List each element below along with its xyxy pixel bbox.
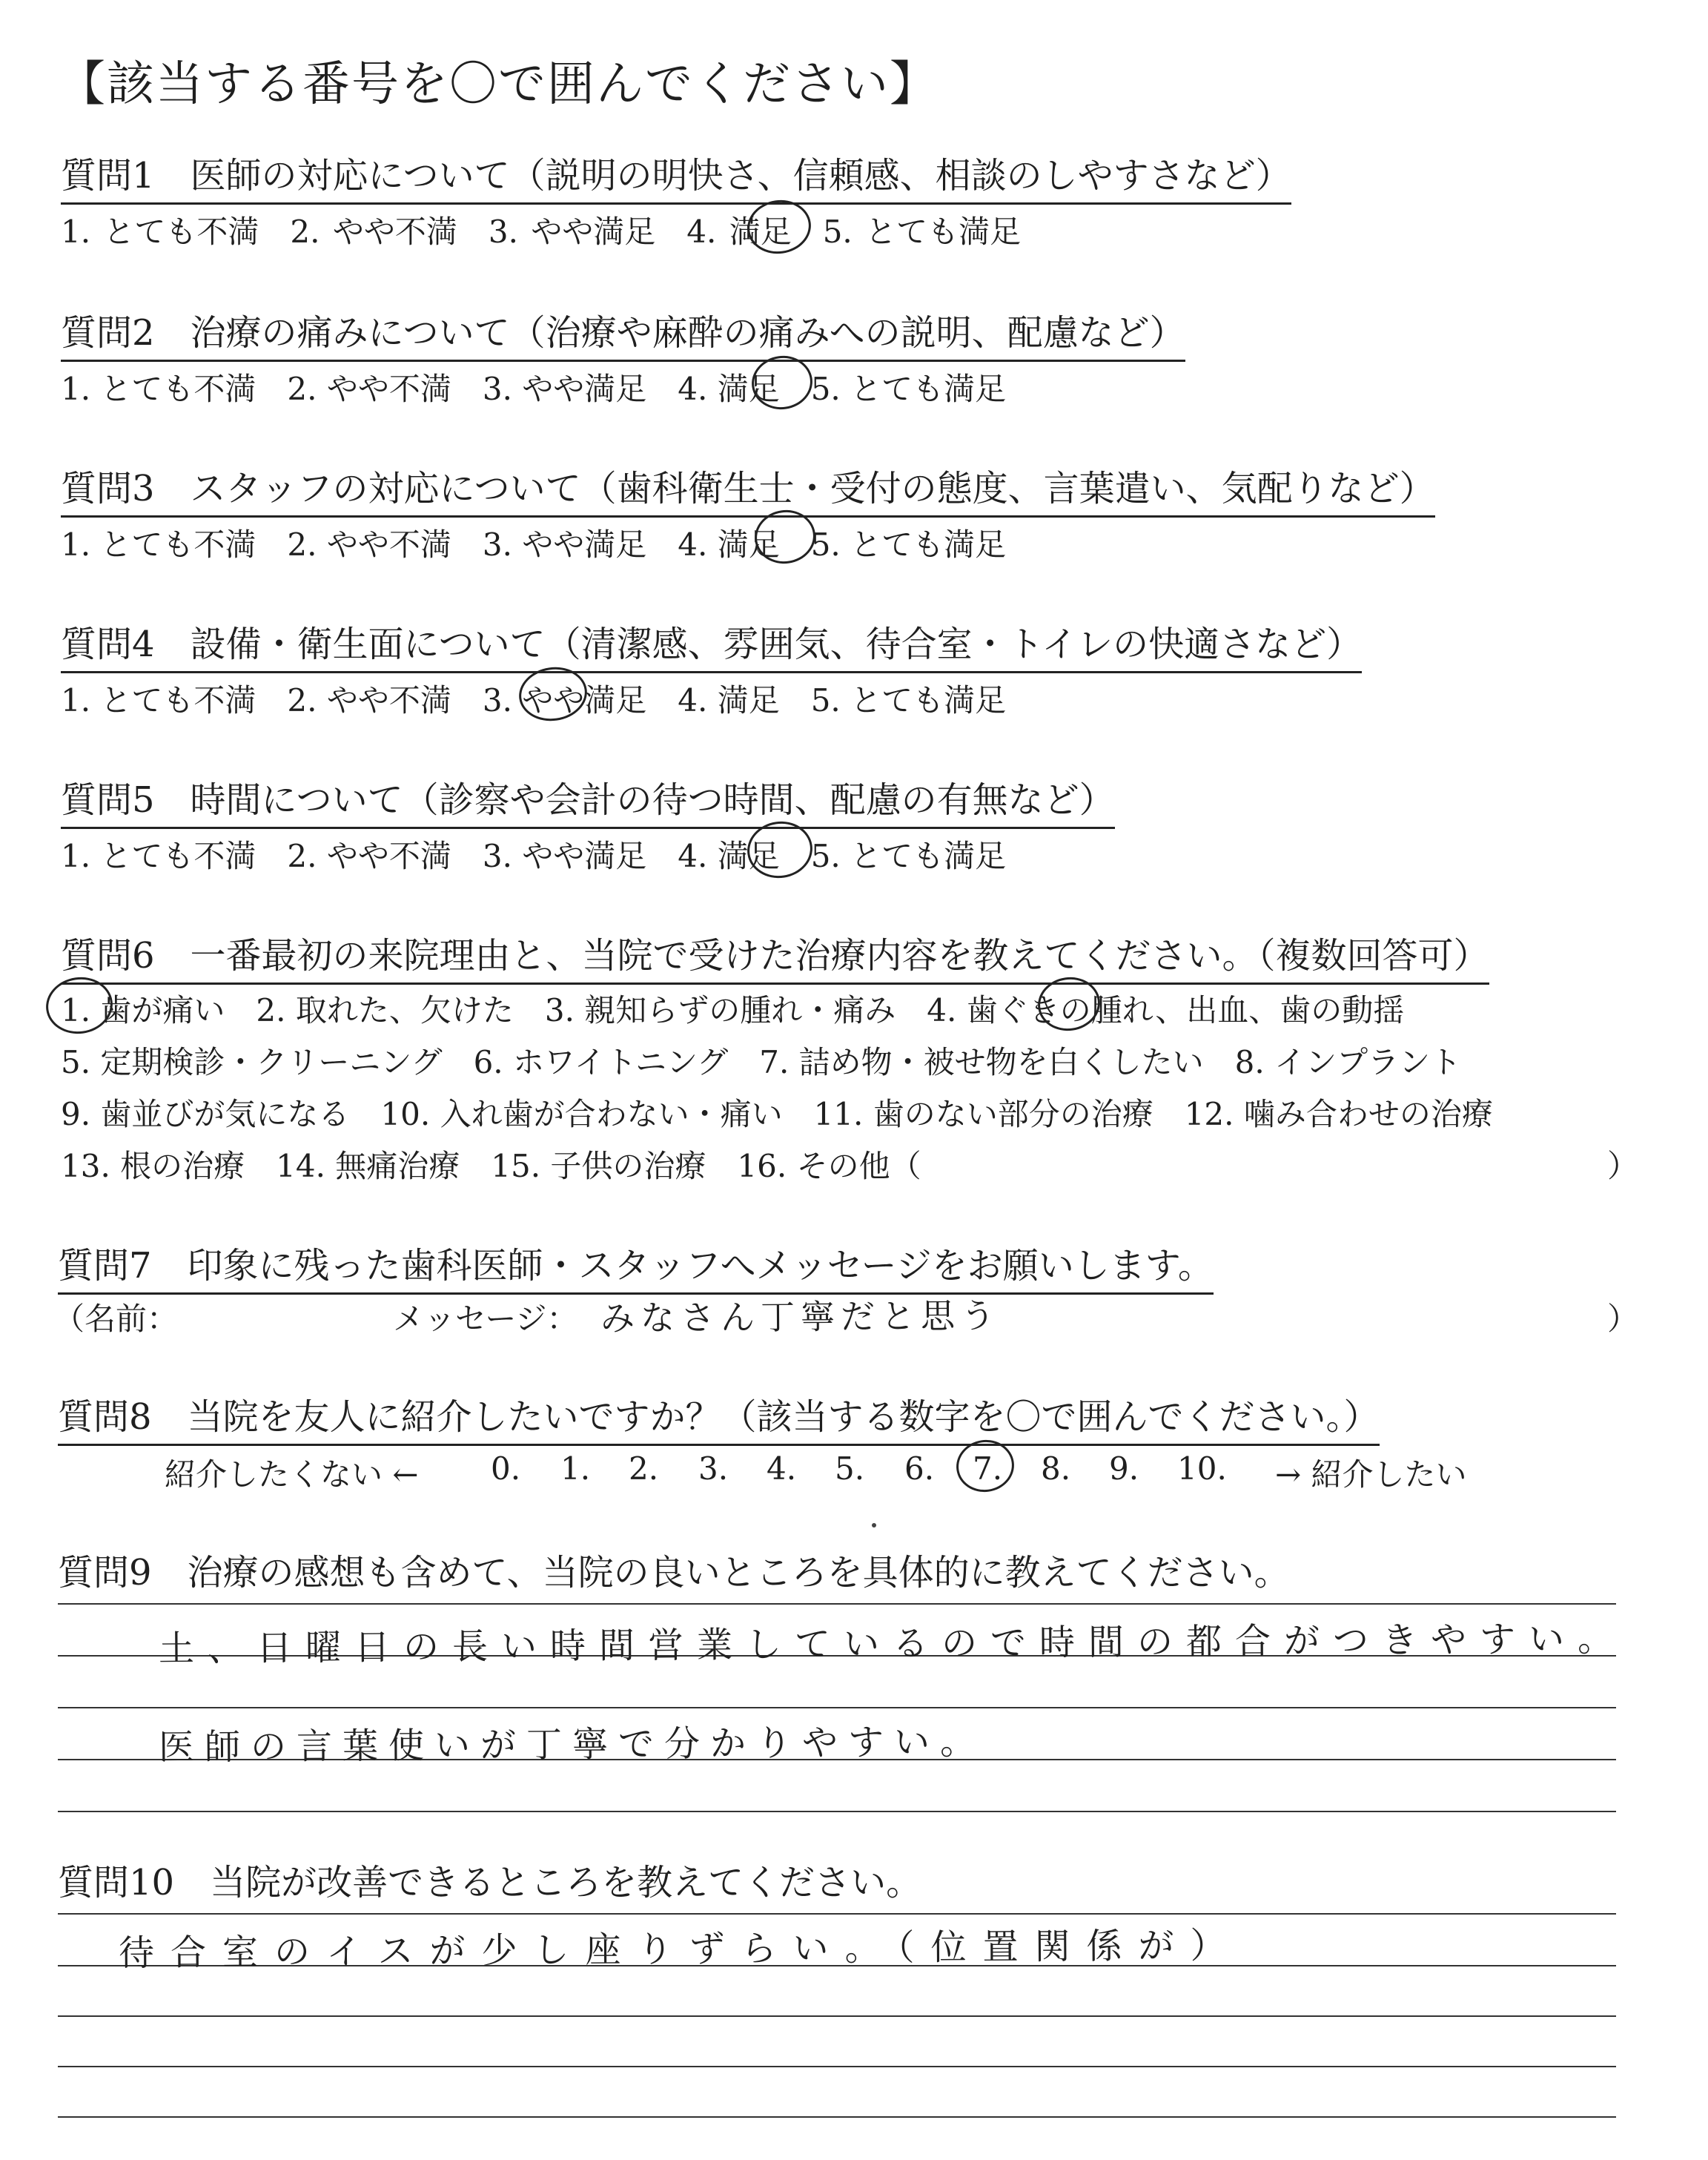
question-1-title: 質問1 医師の対応について（説明の明快さ、信頼感、相談のしやすさなど） xyxy=(61,147,1291,205)
question-6-line-2: 5. 定期検診・クリーニング 6. ホワイトニング 7. 詰め物・被せ物を白くしたい 8. インプラント xyxy=(61,1044,1462,1080)
question-9-title: 質問9 治療の感想も含めて、当院の良いところを具体的に教えてください。 xyxy=(58,1552,1290,1593)
question-8-right-label: → 紹介したい xyxy=(1275,1456,1467,1493)
answer-line xyxy=(58,1811,1616,1812)
question-10-title: 質問10 当院が改善できるところを教えてください。 xyxy=(58,1862,922,1903)
question-7-message-handwritten[interactable]: みなさん丁寧だと思う xyxy=(600,1295,1002,1338)
scale-7: 7. xyxy=(973,1450,1003,1487)
question-3-title: 質問3 スタッフの対応について（歯科衛生士・受付の態度、言葉遣い、気配りなど） xyxy=(61,460,1435,518)
question-6-title: 質問6 一番最初の来院理由と、当院で受けた治療内容を教えてください。（複数回答可） xyxy=(61,927,1489,985)
question-1-options: 1. とても不満 2. やや不満 3. やや満足 4. 満足 5. とても満足 xyxy=(61,214,1022,250)
scale-9: 9. xyxy=(1109,1450,1139,1487)
question-8-left-label: 紹介したくない ← xyxy=(165,1456,419,1493)
question-6-line-4: 13. 根の治療 14. 無痛治療 15. 子供の治療 16. その他（ xyxy=(61,1148,921,1184)
question-6-line-1: 1. 歯が痛い 2. 取れた、欠けた 3. 親知らずの腫れ・痛み 4. 歯ぐきの腫れ、出血、歯の動揺 xyxy=(61,992,1405,1028)
question-7-close-paren: ） xyxy=(1607,1301,1639,1337)
scale-10: 10. xyxy=(1177,1450,1227,1487)
question-5-options: 1. とても不満 2. やや不満 3. やや満足 4. 満足 5. とても満足 xyxy=(61,838,1007,874)
answer-line xyxy=(58,1913,1616,1915)
question-7-title: 質問7 印象に残った歯科医師・スタッフへメッセージをお願いします。 xyxy=(58,1237,1214,1295)
scale-3: 3. xyxy=(698,1450,729,1487)
question-4-title: 質問4 設備・衛生面について（清潔感、雰囲気、待合室・トイレの快適さなど） xyxy=(61,615,1362,673)
answer-line xyxy=(58,2116,1616,2118)
answer-line xyxy=(58,1603,1616,1605)
question-7-message-label: メッセージ： xyxy=(393,1301,578,1337)
scale-4: 4. xyxy=(767,1450,797,1487)
scale-1: 1. xyxy=(560,1450,591,1487)
question-6-line-3: 9. 歯並びが気になる 10. 入れ歯が合わない・痛い 11. 歯のない部分の治療 12. 噛み合わせの治療 xyxy=(61,1096,1493,1132)
answer-line xyxy=(58,2015,1616,2017)
question-3-options: 1. とても不満 2. やや不満 3. やや満足 4. 満足 5. とても満足 xyxy=(61,526,1007,563)
scale-6: 6. xyxy=(904,1450,935,1487)
question-10-answer-1-handwritten[interactable]: 待合室のイスが少し座りずらい。（位置関係が） xyxy=(118,1924,1242,1975)
form-instruction-header: 【該当する番号を〇で囲んでください】 xyxy=(58,57,939,112)
scale-5: 5. xyxy=(835,1450,865,1487)
question-8-title: 質問8 当院を友人に紹介したいですか？（該当する数字を〇で囲んでください。） xyxy=(58,1388,1380,1446)
question-9-answer-2-handwritten[interactable]: 医師の言葉使いが丁寧で分かりやすい。 xyxy=(158,1721,987,1768)
scale-2: 2. xyxy=(629,1450,659,1487)
stray-dot xyxy=(872,1523,876,1527)
answer-line xyxy=(58,2066,1616,2067)
question-6-other-close-paren: ） xyxy=(1607,1148,1639,1184)
question-7-name-label: （名前： xyxy=(53,1301,179,1337)
question-2-title: 質問2 治療の痛みについて（治療や麻酔の痛みへの説明、配慮など） xyxy=(61,304,1185,362)
question-9-answer-1-handwritten[interactable]: 土、日曜日の長い時間営業しているので時間の都合がつきやすい。 xyxy=(158,1618,1627,1670)
scale-0: 0. xyxy=(491,1450,521,1487)
scale-8: 8. xyxy=(1041,1450,1071,1487)
answer-line xyxy=(58,1707,1616,1708)
question-5-title: 質問5 時間について（診察や会計の待つ時間、配慮の有無など） xyxy=(61,771,1115,829)
question-2-options: 1. とても不満 2. やや不満 3. やや満足 4. 満足 5. とても満足 xyxy=(61,371,1007,407)
question-4-options: 1. とても不満 2. やや不満 3. やや満足 4. 満足 5. とても満足 xyxy=(61,682,1007,719)
